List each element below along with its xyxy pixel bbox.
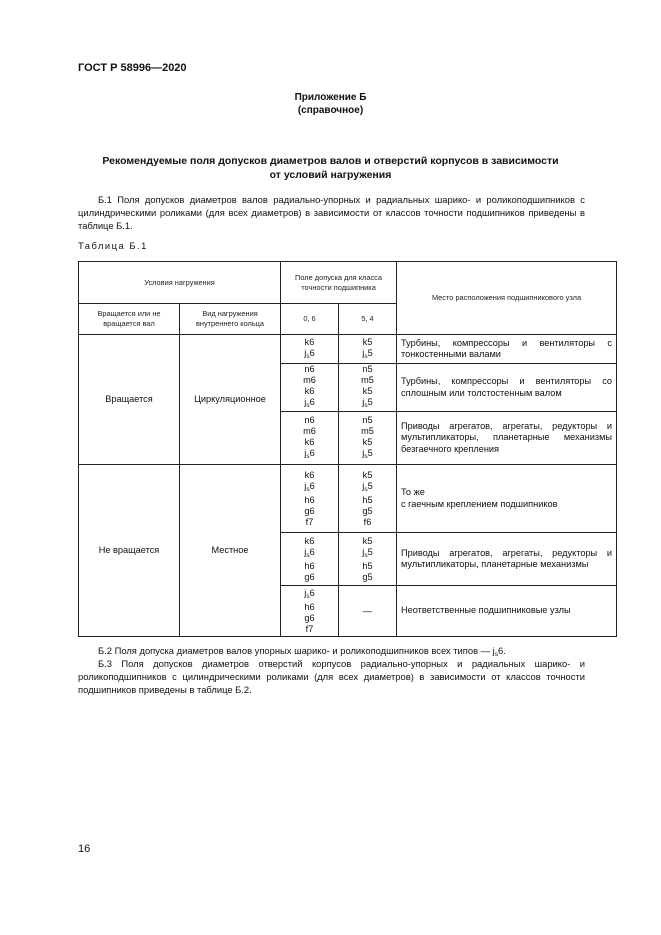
section-title-line1: Рекомендуемые поля допусков диаметров валов и отверстий корпусов в зависимости bbox=[102, 155, 559, 167]
location-line1: То же bbox=[401, 487, 425, 497]
tol-value: k6 bbox=[304, 386, 315, 396]
tol-value: n5 bbox=[362, 414, 373, 425]
paragraph-b3-text: Б.3 Поля допусков диаметров отверстий корпусов радиально-упорных и радиальных шарико- и роликоподшипников с цилиндрическими роликами (для всех диаметров) в зависимости от классов точности подшипников приведены в таблице Б.2. bbox=[78, 658, 585, 695]
section-title-line2: от условий нагружения bbox=[269, 169, 392, 181]
table-label: Таблица Б.1 bbox=[78, 240, 148, 251]
tolerance-a-cell bbox=[281, 335, 339, 364]
tol-value-js: $j_s6$ bbox=[304, 546, 315, 559]
tol-value: k6 bbox=[304, 469, 315, 480]
tolerance-table bbox=[78, 261, 617, 637]
page-number: 16 bbox=[78, 843, 91, 855]
tol-value: k6 bbox=[304, 436, 315, 447]
head-class-b: 5, 4 bbox=[339, 304, 397, 335]
tol-value: g6 bbox=[304, 571, 315, 582]
tolerance-a-cell bbox=[281, 586, 339, 637]
head-class-a: 0, 6 bbox=[281, 304, 339, 335]
standard-designation: ГОСТ Р 58996—2020 bbox=[78, 62, 187, 74]
tolerance-b-cell bbox=[339, 364, 397, 412]
tolerance-a-cell bbox=[281, 412, 339, 465]
location-cell: Турбины, компрессоры и вентиляторы со сплошным или толстостенным валом bbox=[397, 364, 617, 412]
tol-value: f6 bbox=[363, 516, 372, 527]
appendix-subtitle: (справочное) bbox=[297, 105, 364, 116]
tol-value: m5 bbox=[361, 425, 374, 436]
shaft-state-cell: Вращается bbox=[79, 335, 180, 465]
appendix-title: Приложение Б bbox=[294, 92, 367, 103]
tol-value: m5 bbox=[361, 375, 374, 385]
location-cell: Турбины, компрессоры и вентиляторы с тонкостенными валами bbox=[397, 335, 617, 364]
tol-value: k5 bbox=[362, 336, 373, 347]
tol-value: g6 bbox=[304, 612, 315, 623]
location-line2: с гаечным креплением подшипников bbox=[401, 498, 558, 509]
tol-value-js: $j_s5$ bbox=[362, 397, 373, 409]
tol-value: h5 bbox=[362, 560, 373, 571]
tol-value: h6 bbox=[304, 560, 315, 571]
tolerance-b-cell bbox=[339, 533, 397, 586]
tol-value: m6 bbox=[303, 425, 316, 436]
tol-value: n6 bbox=[304, 364, 315, 374]
paragraph-b1 bbox=[78, 193, 585, 232]
tol-value: k6 bbox=[304, 336, 315, 347]
tol-value: g5 bbox=[362, 505, 373, 516]
tolerance-b-cell: — bbox=[339, 586, 397, 637]
tol-value: n6 bbox=[304, 414, 315, 425]
load-type-cell: Местное bbox=[180, 465, 281, 637]
tol-value: g5 bbox=[362, 571, 373, 582]
tol-value: m6 bbox=[303, 375, 316, 385]
tol-value-js: $j_s6$ bbox=[304, 480, 315, 493]
tol-value: k5 bbox=[362, 436, 373, 447]
paragraph-b1-text: Б.1 Поля допусков диаметров валов радиально-упорных и радиальных шарико- и роликоподшипников с цилиндрическими роликами (для всех диаметров) в зависимости от классов точности подшипников приведены в таблице Б.1. bbox=[78, 194, 585, 231]
location-cell: Приводы агрегатов, агрегаты, редукторы и мультипликаторы, планетарные механизмы безгаечного крепления bbox=[397, 412, 617, 465]
tol-value-js: $j_s5$ bbox=[362, 546, 373, 559]
tol-value-js: $j_s5$ bbox=[362, 447, 373, 460]
shaft-state-cell: Не вращается bbox=[79, 465, 180, 637]
tolerance-a-cell bbox=[281, 533, 339, 586]
head-load-conditions: Условия нагружения bbox=[79, 262, 281, 304]
tol-value: k5 bbox=[362, 469, 373, 480]
head-tolerance-field: Поле допуска для класса точности подшипника bbox=[281, 262, 397, 304]
head-rotates-or-not: Вращается или не вращается вал bbox=[79, 304, 180, 335]
tol-value: h6 bbox=[304, 601, 315, 612]
tolerance-a-cell bbox=[281, 364, 339, 412]
tol-value: g6 bbox=[304, 505, 315, 516]
tol-value: k6 bbox=[304, 535, 315, 546]
table-row bbox=[79, 335, 617, 364]
tol-value: f7 bbox=[305, 623, 314, 634]
tol-value-js: $j_s5$ bbox=[362, 480, 373, 493]
tol-value-js: $j_s6$ bbox=[304, 347, 315, 360]
tol-value: k5 bbox=[362, 535, 373, 546]
location-cell: Неответственные подшипниковые узлы bbox=[397, 586, 617, 637]
tol-value: h6 bbox=[304, 494, 315, 505]
location-cell: Приводы агрегатов, агрегаты, редукторы и мультипликаторы, планетарные механизмы bbox=[397, 533, 617, 586]
head-location: Место расположения подшипникового узла bbox=[397, 262, 617, 335]
tolerance-b-cell bbox=[339, 335, 397, 364]
tol-value: n5 bbox=[362, 364, 373, 374]
tolerance-a-cell bbox=[281, 465, 339, 533]
paragraph-b3 bbox=[78, 657, 585, 696]
load-type-cell: Циркуляционное bbox=[180, 335, 281, 465]
tol-value: h5 bbox=[362, 494, 373, 505]
tol-value-js: $j_s6$ bbox=[304, 397, 315, 409]
paragraph-b2-text: Б.2 Поля допуска диаметров валов упорных шарико- и роликоподшипников всех типов — $j_s6$. bbox=[98, 645, 506, 658]
location-cell bbox=[397, 465, 617, 533]
tol-value: k5 bbox=[362, 386, 373, 396]
tol-value-js: $j_s5$ bbox=[362, 347, 373, 360]
tolerance-b-cell bbox=[339, 465, 397, 533]
tol-value-js: $j_s6$ bbox=[304, 447, 315, 460]
tolerance-b-cell bbox=[339, 412, 397, 465]
tol-value-js: $j_s6$ bbox=[304, 587, 315, 600]
head-inner-ring-load: Вид нагружения внутреннего кольца bbox=[180, 304, 281, 335]
tol-value: f7 bbox=[305, 516, 314, 527]
table-row bbox=[79, 465, 617, 533]
